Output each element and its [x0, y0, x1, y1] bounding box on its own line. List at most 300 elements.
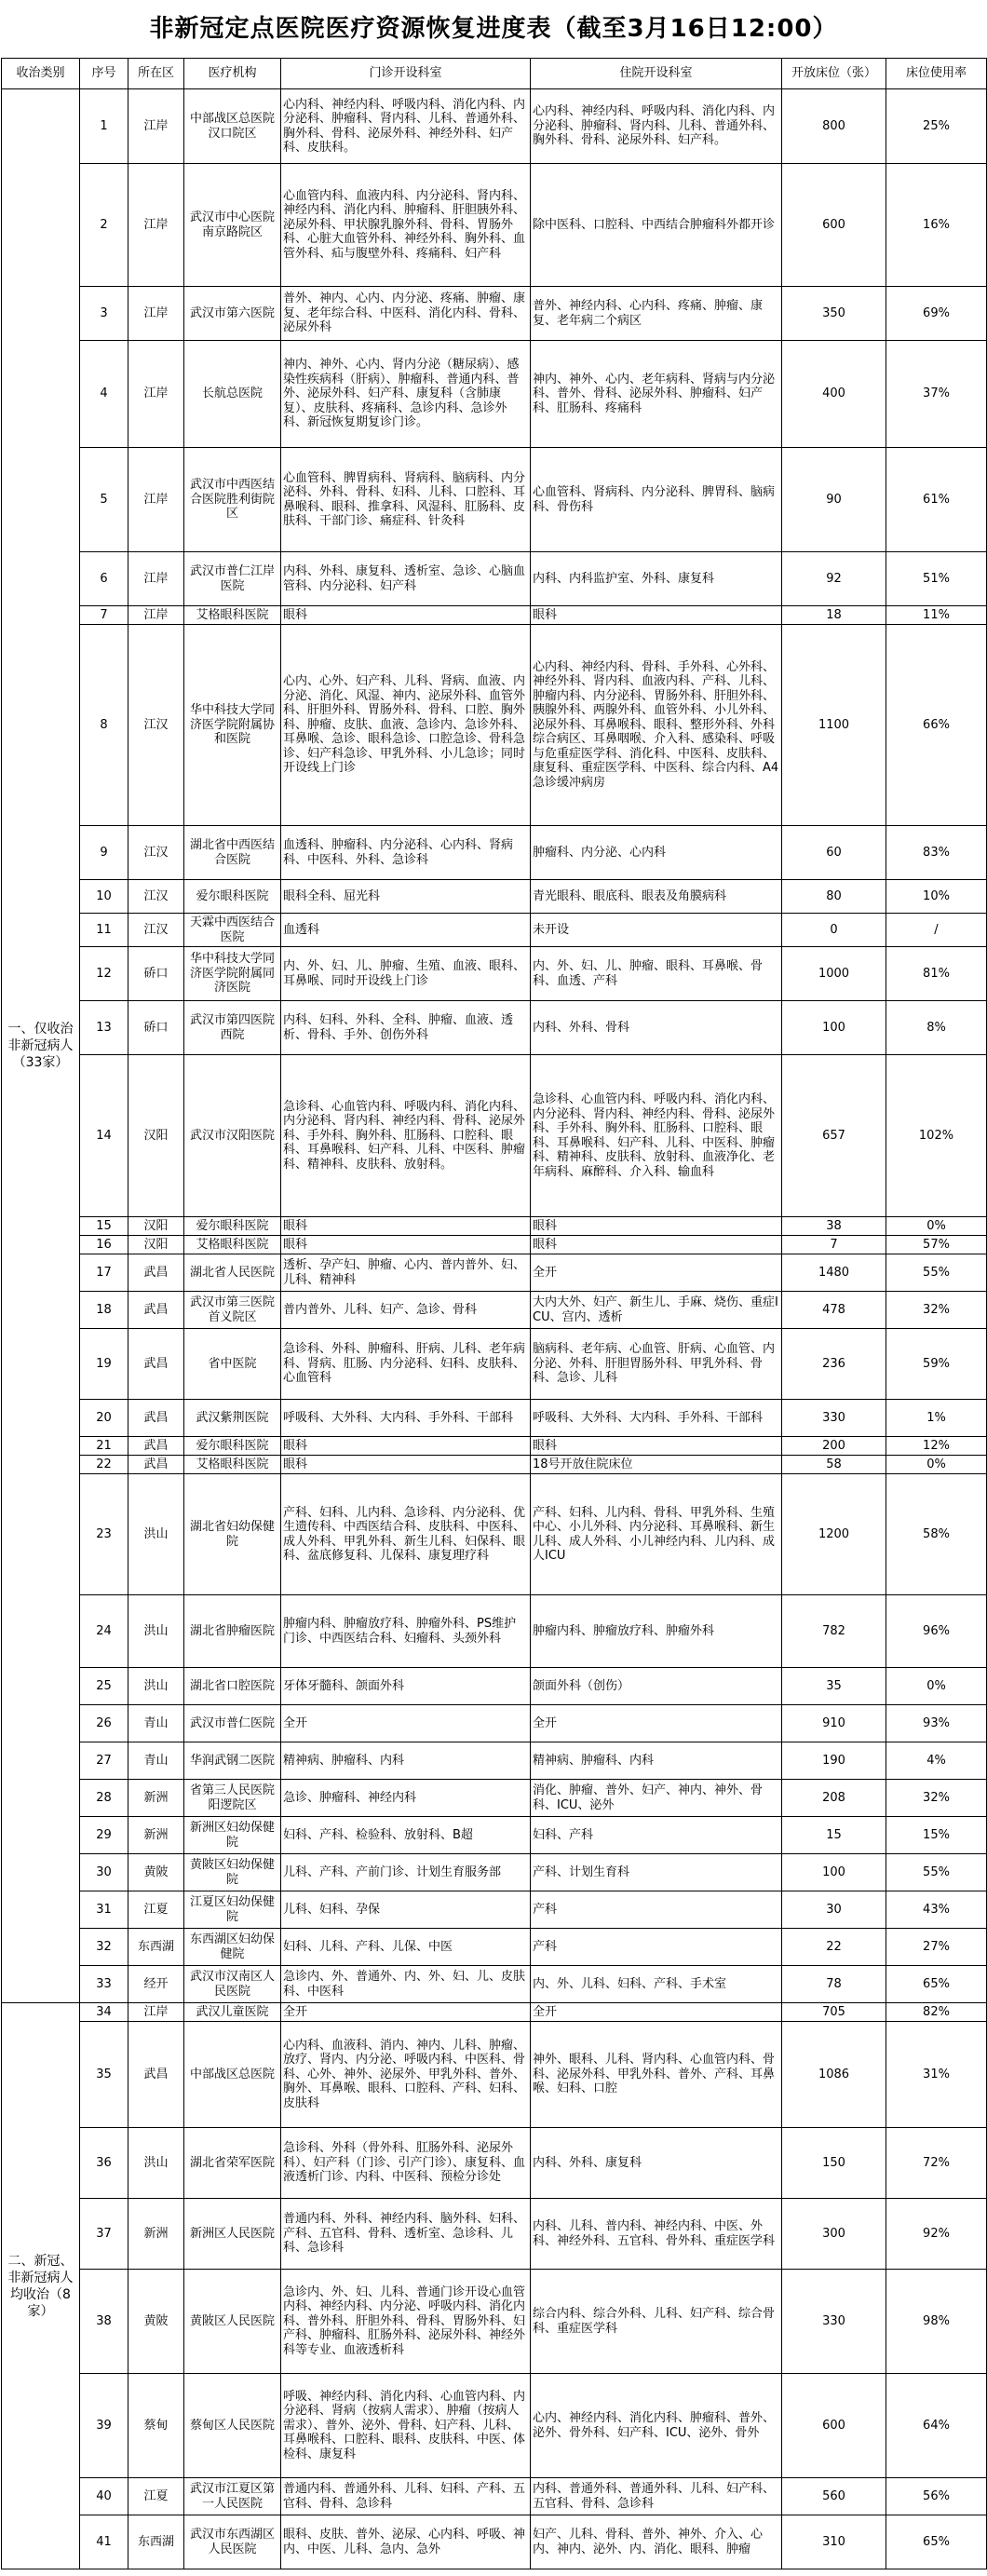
row-number-cell: 41 [80, 2515, 128, 2569]
outpatient-cell: 急诊科、心血管内科、呼吸内科、消化内科、内分泌科、肾内科、神经内科、骨科、泌尿外科、手外科、胸外科、肛肠科、口腔科、眼科、耳鼻喉科、妇产科、儿科、中医科、肿瘤科、精神科、皮肤科、放射科。 [281, 1055, 531, 1217]
usage-cell: 66% [886, 625, 987, 826]
district-cell: 江汉 [128, 625, 184, 826]
row-number-cell: 17 [80, 1254, 128, 1292]
category-cell: 二、新冠、非新冠病人均收治（8家） [2, 2003, 80, 2569]
hospital-cell: 湖北省人民医院 [184, 1254, 281, 1292]
district-cell: 经开 [128, 1966, 184, 2003]
outpatient-cell: 眼科 [281, 1437, 531, 1456]
table-row [2, 1001, 987, 1055]
hospital-cell: 华中科技大学同济医学院附属协和医院 [184, 625, 281, 826]
row-number-cell: 30 [80, 1854, 128, 1891]
district-cell: 江汉 [128, 914, 184, 947]
district-cell: 汉阳 [128, 1236, 184, 1254]
table-row [2, 1780, 987, 1817]
outpatient-cell: 急诊内、外、妇、儿科、普通门诊开设心血管内科、神经内科、内分泌、呼吸内科、消化内科、普外科、肝胆外科、骨科、胃肠外科、妇产科、肿瘤科、肛肠外科、泌尿外科、神经外科等专业、血液透析科 [281, 2270, 531, 2374]
district-cell: 新洲 [128, 1817, 184, 1854]
header-hospital: 医疗机构 [184, 59, 281, 89]
header-number: 序号 [80, 59, 128, 89]
hospital-cell: 艾格眼科医院 [184, 1236, 281, 1254]
district-cell: 洪山 [128, 2128, 184, 2199]
outpatient-cell: 呼吸科、大外科、大内科、手外科、干部科 [281, 1400, 531, 1437]
beds-cell: 300 [782, 2199, 886, 2270]
row-number-cell: 3 [80, 287, 128, 341]
usage-cell: 0% [886, 1217, 987, 1236]
district-cell: 硚口 [128, 947, 184, 1001]
usage-cell: 4% [886, 1742, 987, 1780]
table-row [2, 2270, 987, 2374]
usage-cell: 64% [886, 2374, 987, 2478]
usage-cell: 0% [886, 1668, 987, 1705]
hospital-cell: 湖北省荣军医院 [184, 2128, 281, 2199]
district-cell: 黄陂 [128, 1854, 184, 1891]
outpatient-cell: 急诊科、外科、肿瘤科、肝病、儿科、老年病科、肾病、肛肠、内分泌科、妇科、皮肤科、心血管科 [281, 1329, 531, 1400]
beds-cell: 200 [782, 1437, 886, 1456]
hospital-cell: 武汉市中西医结合医院胜利街院区 [184, 448, 281, 552]
inpatient-cell: 产科、计划生育科 [531, 1854, 782, 1891]
usage-cell: / [886, 914, 987, 947]
outpatient-cell: 内、外、妇、儿、肿瘤、生殖、血液、眼科、耳鼻喉、同时开设线上门诊 [281, 947, 531, 1001]
usage-cell: 56% [886, 2478, 987, 2515]
row-number-cell: 36 [80, 2128, 128, 2199]
inpatient-cell: 内科、外科、康复科 [531, 2128, 782, 2199]
row-number-cell: 26 [80, 1705, 128, 1742]
table-row [2, 2022, 987, 2128]
beds-cell: 350 [782, 287, 886, 341]
usage-cell: 82% [886, 2003, 987, 2022]
usage-cell: 58% [886, 1474, 987, 1595]
inpatient-cell: 内、外、儿科、妇科、产科、手术室 [531, 1966, 782, 2003]
inpatient-cell: 产科 [531, 1891, 782, 1929]
outpatient-cell: 急诊科、外科（骨外科、肛肠外科、泌尿外科）、妇产科（门诊、引产门诊）、康复科、血液透析门诊、内科、中医科、预检分诊处 [281, 2128, 531, 2199]
usage-cell: 27% [886, 1929, 987, 1966]
district-cell: 江夏 [128, 1891, 184, 1929]
outpatient-cell: 精神病、肿瘤科、内科 [281, 1742, 531, 1780]
district-cell: 东西湖 [128, 1929, 184, 1966]
header-usage: 床位使用率 [886, 59, 987, 89]
beds-cell: 1000 [782, 947, 886, 1001]
usage-cell: 83% [886, 826, 987, 880]
row-number-cell: 9 [80, 826, 128, 880]
beds-cell: 236 [782, 1329, 886, 1400]
beds-cell: 600 [782, 2374, 886, 2478]
inpatient-cell: 颌面外科（创伤） [531, 1668, 782, 1705]
row-number-cell: 8 [80, 625, 128, 826]
inpatient-cell: 妇科、产科 [531, 1817, 782, 1854]
usage-cell: 55% [886, 1854, 987, 1891]
outpatient-cell: 普通内科、普通外科、儿科、妇科、产科、五官科、骨科、急诊科 [281, 2478, 531, 2515]
table-row [2, 1929, 987, 1966]
hospital-cell: 长航总医院 [184, 341, 281, 448]
beds-cell: 400 [782, 341, 886, 448]
district-cell: 江岸 [128, 89, 184, 164]
district-cell: 武昌 [128, 1254, 184, 1292]
row-number-cell: 23 [80, 1474, 128, 1595]
inpatient-cell: 未开设 [531, 914, 782, 947]
district-cell: 江岸 [128, 287, 184, 341]
row-number-cell: 29 [80, 1817, 128, 1854]
district-cell: 汉阳 [128, 1217, 184, 1236]
outpatient-cell: 产科、妇科、儿内科、急诊科、内分泌科、优生遗传科、中西医结合科、皮肤科、中医科、成人外科、甲乳外科、新生儿科、妇保科、眼科、盆底修复科、儿保科、康复理疗科 [281, 1474, 531, 1595]
hospital-cell: 武汉市普仁医院 [184, 1705, 281, 1742]
hospital-cell: 蔡甸区人民医院 [184, 2374, 281, 2478]
outpatient-cell: 血透科、肿瘤科、内分泌科、心内科、肾病科、中医科、外科、急诊科 [281, 826, 531, 880]
row-number-cell: 35 [80, 2022, 128, 2128]
usage-cell: 32% [886, 1292, 987, 1329]
row-number-cell: 21 [80, 1437, 128, 1456]
table-row [2, 1891, 987, 1929]
outpatient-cell: 急诊内、外、普通外、内、外、妇、儿、皮肤科、中医科 [281, 1966, 531, 2003]
inpatient-cell: 肿瘤科、内分泌、心内科 [531, 826, 782, 880]
district-cell: 东西湖 [128, 2515, 184, 2569]
beds-cell: 782 [782, 1595, 886, 1668]
row-number-cell: 2 [80, 164, 128, 287]
hospital-cell: 武汉市普仁江岸医院 [184, 552, 281, 606]
inpatient-cell: 全开 [531, 1705, 782, 1742]
beds-cell: 18 [782, 606, 886, 625]
beds-cell: 600 [782, 164, 886, 287]
inpatient-cell: 综合内科、综合外科、儿科、妇产科、综合骨科、重症医学科 [531, 2270, 782, 2374]
table-row [2, 1668, 987, 1705]
hospital-cell: 艾格眼科医院 [184, 606, 281, 625]
outpatient-cell: 普外、神内、心内、内分泌、疼痛、肿瘤、康复、老年综合科、中医科、消化内科、骨科、泌尿外科 [281, 287, 531, 341]
district-cell: 新洲 [128, 1780, 184, 1817]
usage-cell: 81% [886, 947, 987, 1001]
row-number-cell: 1 [80, 89, 128, 164]
table-row [2, 1705, 987, 1742]
outpatient-cell: 眼科 [281, 1456, 531, 1474]
inpatient-cell: 心内科、神经内科、骨科、手外科、心外科、神经外科、肾内科、血液内科、产科、儿科、肿瘤内科、内分泌科、胃肠外科、肝胆外科、胰腺外科、两腺外科、血管外科、小儿外科、泌尿外科、耳鼻喉科、眼科、整形外科、外科综合病区、耳鼻咽喉、介入科、感染科、呼吸与危重症医学科、消化科、中医科、皮肤科、康复科、重症医学科、中医科、综合内科、A4急诊缓冲病房 [531, 625, 782, 826]
beds-cell: 910 [782, 1705, 886, 1742]
row-number-cell: 13 [80, 1001, 128, 1055]
table-row [2, 1236, 987, 1254]
outpatient-cell: 普内普外、儿科、妇产、急诊、骨科 [281, 1292, 531, 1329]
table-row [2, 1474, 987, 1595]
district-cell: 武昌 [128, 1437, 184, 1456]
hospital-cell: 湖北省中西医结合医院 [184, 826, 281, 880]
row-number-cell: 12 [80, 947, 128, 1001]
outpatient-cell: 儿科、妇科、孕保 [281, 1891, 531, 1929]
table-row [2, 1400, 987, 1437]
table-row [2, 287, 987, 341]
district-cell: 江岸 [128, 164, 184, 287]
inpatient-cell: 消化、肿瘤、普外、妇产、神内、神外、骨科、ICU、泌外 [531, 1780, 782, 1817]
hospital-cell: 湖北省妇幼保健院 [184, 1474, 281, 1595]
hospital-cell: 爱尔眼科医院 [184, 1217, 281, 1236]
inpatient-cell: 脑病科、老年病、心血管、肝病、心血管、内分泌、外科、肝胆胃肠外科、甲乳外科、骨科、急诊、儿科 [531, 1329, 782, 1400]
district-cell: 洪山 [128, 1595, 184, 1668]
beds-cell: 1200 [782, 1474, 886, 1595]
row-number-cell: 15 [80, 1217, 128, 1236]
inpatient-cell: 普外、神经内科、心内科、疼痛、肿瘤、康复、老年病二个病区 [531, 287, 782, 341]
table-row [2, 914, 987, 947]
district-cell: 武昌 [128, 1292, 184, 1329]
outpatient-cell: 呼吸、神经内科、消化内科、心血管内科、内分泌科、肾病（按病人需求）、肿瘤（按病人需求）、普外、泌外、骨科、妇产科、儿科、耳鼻喉科、口腔科、眼科、皮肤科、中医、体检科、康复科 [281, 2374, 531, 2478]
hospital-cell: 武汉市江夏区第一人民医院 [184, 2478, 281, 2515]
table-row [2, 826, 987, 880]
hospital-cell: 天霖中西医结合医院 [184, 914, 281, 947]
outpatient-cell: 牙体牙髓科、颌面外科 [281, 1668, 531, 1705]
table-row [2, 2128, 987, 2199]
beds-cell: 60 [782, 826, 886, 880]
hospital-cell: 新洲区人民医院 [184, 2199, 281, 2270]
district-cell: 江岸 [128, 2003, 184, 2022]
outpatient-cell: 心内科、血液科、消内、神内、儿科、肿瘤、放疗、肾内、内分泌、呼吸内科、中医科、骨科、心外、神外、泌尿外、甲乳外科、普外、胸外、耳鼻喉、眼科、口腔科、产科、妇科、皮肤科 [281, 2022, 531, 2128]
table-row [2, 448, 987, 552]
hospital-cell: 武汉市汉阳医院 [184, 1055, 281, 1217]
district-cell: 汉阳 [128, 1055, 184, 1217]
hospital-cell: 武汉市第六医院 [184, 287, 281, 341]
table-row [2, 1817, 987, 1854]
usage-cell: 65% [886, 2515, 987, 2569]
district-cell: 新洲 [128, 2199, 184, 2270]
table-row [2, 1254, 987, 1292]
beds-cell: 92 [782, 552, 886, 606]
inpatient-cell: 全开 [531, 1254, 782, 1292]
district-cell: 江岸 [128, 341, 184, 448]
beds-cell: 7 [782, 1236, 886, 1254]
row-number-cell: 24 [80, 1595, 128, 1668]
table-row [2, 89, 987, 164]
district-cell: 江岸 [128, 552, 184, 606]
beds-cell: 100 [782, 1854, 886, 1891]
outpatient-cell: 儿科、产科、产前门诊、计划生育服务部 [281, 1854, 531, 1891]
table-row [2, 1292, 987, 1329]
inpatient-cell: 肿瘤内科、肿瘤放疗科、肿瘤外科 [531, 1595, 782, 1668]
beds-cell: 0 [782, 914, 886, 947]
outpatient-cell: 急诊、肿瘤科、神经内科 [281, 1780, 531, 1817]
table-row [2, 2374, 987, 2478]
district-cell: 武昌 [128, 2022, 184, 2128]
table-row [2, 1217, 987, 1236]
row-number-cell: 5 [80, 448, 128, 552]
outpatient-cell: 肿瘤内科、肿瘤放疗科、肿瘤外科、PS维护门诊、中西医结合科、妇瘤科、头颈外科 [281, 1595, 531, 1668]
row-number-cell: 33 [80, 1966, 128, 2003]
district-cell: 青山 [128, 1742, 184, 1780]
usage-cell: 98% [886, 2270, 987, 2374]
table-row [2, 1055, 987, 1217]
district-cell: 洪山 [128, 1474, 184, 1595]
hospital-cell: 湖北省肿瘤医院 [184, 1595, 281, 1668]
hospital-cell: 华润武钢二医院 [184, 1742, 281, 1780]
header-category: 收治类别 [2, 59, 80, 89]
inpatient-cell: 心血管科、肾病科、内分泌科、脾胃科、脑病科、骨伤科 [531, 448, 782, 552]
usage-cell: 8% [886, 1001, 987, 1055]
outpatient-cell: 全开 [281, 1705, 531, 1742]
hospital-cell: 武汉市中心医院南京路院区 [184, 164, 281, 287]
row-number-cell: 16 [80, 1236, 128, 1254]
row-number-cell: 38 [80, 2270, 128, 2374]
usage-cell: 1% [886, 1400, 987, 1437]
row-number-cell: 27 [80, 1742, 128, 1780]
beds-cell: 190 [782, 1742, 886, 1780]
beds-cell: 330 [782, 2270, 886, 2374]
page-title: 非新冠定点医院医疗资源恢复进度表（截至3月16日12:00） [149, 15, 838, 43]
table-row [2, 1595, 987, 1668]
outpatient-cell: 血透科 [281, 914, 531, 947]
outpatient-cell: 心内、心外、妇产科、儿科、肾病、血液、内分泌、消化、风湿、神内、泌尿外科、血管外科、肝胆外科、胃肠外科、骨科、口腔、胸外科、肿瘤、皮肤、血液、急诊内、急诊外科、耳鼻喉、急诊、眼科急诊、口腔急诊、骨科急诊、妇产科急诊、甲乳外科、小儿急诊；同时开设线上门诊 [281, 625, 531, 826]
outpatient-cell: 内科、外科、康复科、透析室、急诊、心脑血管科、内分泌科、妇产科 [281, 552, 531, 606]
table-row [2, 2199, 987, 2270]
inpatient-cell: 内科、外科、骨科 [531, 1001, 782, 1055]
beds-cell: 800 [782, 89, 886, 164]
table-row [2, 947, 987, 1001]
hospital-cell: 艾格眼科医院 [184, 1456, 281, 1474]
row-number-cell: 4 [80, 341, 128, 448]
inpatient-cell: 除中医科、口腔科、中西结合肿瘤科外都开诊 [531, 164, 782, 287]
table-row [2, 552, 987, 606]
hospital-cell: 武汉市第三医院首义院区 [184, 1292, 281, 1329]
table-row [2, 1966, 987, 2003]
inpatient-cell: 妇产、儿科、骨科、普外、神外、介入、心内、神内、泌外、内、消化、眼科、肿瘤 [531, 2515, 782, 2569]
outpatient-cell: 心内科、神经内科、呼吸内科、消化内科、内分泌科、肿瘤科、肾内科、儿科、普通外科、胸外科、骨科、泌尿外科、神经外科、妇产科、皮肤科。 [281, 89, 531, 164]
beds-cell: 22 [782, 1929, 886, 1966]
hospital-cell: 武汉市汉南区人民医院 [184, 1966, 281, 2003]
outpatient-cell: 眼科 [281, 1217, 531, 1236]
usage-cell: 93% [886, 1705, 987, 1742]
usage-cell: 51% [886, 552, 987, 606]
outpatient-cell: 透析、孕产妇、肿瘤、心内、普内普外、妇、儿科、精神科 [281, 1254, 531, 1292]
usage-cell: 11% [886, 606, 987, 625]
table-row [2, 2478, 987, 2515]
inpatient-cell: 神外、眼科、儿科、肾内科、心血管内科、骨科、泌尿外科、甲乳外科、普外、产科、耳鼻喉、妇科、口腔 [531, 2022, 782, 2128]
inpatient-cell: 内科、普通外科、普通外科、儿科、妇产科、五官科、骨科、急诊科 [531, 2478, 782, 2515]
usage-cell: 15% [886, 1817, 987, 1854]
inpatient-cell: 心内、神经内科、消化内科、肿瘤科、普外、泌外、骨外科、妇产科、ICU、泌外、骨外 [531, 2374, 782, 2478]
district-cell: 江汉 [128, 826, 184, 880]
outpatient-cell: 眼科 [281, 606, 531, 625]
usage-cell: 102% [886, 1055, 987, 1217]
inpatient-cell: 呼吸科、大外科、大内科、手外科、干部科 [531, 1400, 782, 1437]
table-row [2, 2003, 987, 2022]
table-row [2, 1329, 987, 1400]
hospital-cell: 武汉紫荆医院 [184, 1400, 281, 1437]
hospital-cell: 武汉儿童医院 [184, 2003, 281, 2022]
table-row [2, 1437, 987, 1456]
usage-cell: 65% [886, 1966, 987, 2003]
beds-cell: 78 [782, 1966, 886, 2003]
row-number-cell: 37 [80, 2199, 128, 2270]
beds-cell: 560 [782, 2478, 886, 2515]
outpatient-cell: 神内、神外、心内、肾内分泌（糖尿病）、感染性疾病科（肝病）、肿瘤科、普通内科、普外、泌尿外科、妇产科、康复科（含肺康复）、皮肤科、疼痛科、急诊内科、急诊外科、新冠恢复期复诊门诊。 [281, 341, 531, 448]
hospital-cell: 江夏区妇幼保健院 [184, 1891, 281, 1929]
district-cell: 江夏 [128, 2478, 184, 2515]
usage-cell: 61% [886, 448, 987, 552]
table-row [2, 164, 987, 287]
inpatient-cell: 内科、儿科、普内科、神经内科、中医、外科、神经外科、五官科、骨外科、重症医学科 [531, 2199, 782, 2270]
inpatient-cell: 产科、妇科、儿内科、骨科、甲乳外科、生殖中心、小儿外科、内分泌科、耳鼻喉科、新生儿科、成人外科、小儿神经内科、儿内科、成人ICU [531, 1474, 782, 1595]
row-number-cell: 25 [80, 1668, 128, 1705]
inpatient-cell: 18号开放住院床位 [531, 1456, 782, 1474]
inpatient-cell: 精神病、肿瘤科、内科 [531, 1742, 782, 1780]
table-row [2, 1742, 987, 1780]
table-row [2, 606, 987, 625]
hospital-cell: 东西湖区妇幼保健院 [184, 1929, 281, 1966]
beds-cell: 15 [782, 1817, 886, 1854]
outpatient-cell: 内科、妇科、外科、全科、肿瘤、血液、透析、骨科、手外、创伤外科 [281, 1001, 531, 1055]
inpatient-cell: 产科 [531, 1929, 782, 1966]
beds-cell: 208 [782, 1780, 886, 1817]
outpatient-cell: 眼科全科、屈光科 [281, 880, 531, 914]
table-row [2, 341, 987, 448]
header-beds: 开放床位（张） [782, 59, 886, 89]
usage-cell: 59% [886, 1329, 987, 1400]
header-outpatient: 门诊开设科室 [281, 59, 531, 89]
beds-cell: 38 [782, 1217, 886, 1236]
row-number-cell: 20 [80, 1400, 128, 1437]
table-row [2, 1456, 987, 1474]
hospital-cell: 华中科技大学同济医学院附属同济医院 [184, 947, 281, 1001]
usage-cell: 72% [886, 2128, 987, 2199]
outpatient-cell: 眼科 [281, 1236, 531, 1254]
usage-cell: 0% [886, 1456, 987, 1474]
beds-cell: 58 [782, 1456, 886, 1474]
beds-cell: 330 [782, 1400, 886, 1437]
inpatient-cell: 眼科 [531, 1217, 782, 1236]
outpatient-cell: 妇科、儿科、产科、儿保、中医 [281, 1929, 531, 1966]
row-number-cell: 40 [80, 2478, 128, 2515]
district-cell: 江汉 [128, 880, 184, 914]
row-number-cell: 28 [80, 1780, 128, 1817]
inpatient-cell: 青光眼科、眼底科、眼表及角膜病科 [531, 880, 782, 914]
row-number-cell: 11 [80, 914, 128, 947]
table-row [2, 1854, 987, 1891]
inpatient-cell: 心内科、神经内科、呼吸内科、消化内科、内分泌科、肿瘤科、肾内科、儿科、普通外科、胸外科、骨科、泌尿外科、妇产科。 [531, 89, 782, 164]
row-number-cell: 34 [80, 2003, 128, 2022]
usage-cell: 96% [886, 1595, 987, 1668]
row-number-cell: 14 [80, 1055, 128, 1217]
header-district: 所在区 [128, 59, 184, 89]
district-cell: 青山 [128, 1705, 184, 1742]
usage-cell: 10% [886, 880, 987, 914]
usage-cell: 32% [886, 1780, 987, 1817]
outpatient-cell: 妇科、产科、检验科、放射科、B超 [281, 1817, 531, 1854]
inpatient-cell: 内科、内科监护室、外科、康复科 [531, 552, 782, 606]
hospital-cell: 爱尔眼科医院 [184, 880, 281, 914]
usage-cell: 92% [886, 2199, 987, 2270]
hospital-table [1, 58, 987, 2569]
usage-cell: 69% [886, 287, 987, 341]
hospital-cell: 爱尔眼科医院 [184, 1437, 281, 1456]
district-cell: 武昌 [128, 1329, 184, 1400]
beds-cell: 150 [782, 2128, 886, 2199]
inpatient-cell: 全开 [531, 2003, 782, 2022]
header-row [2, 59, 987, 89]
table-body [2, 89, 987, 2569]
usage-cell: 43% [886, 1891, 987, 1929]
hospital-cell: 省中医院 [184, 1329, 281, 1400]
hospital-cell: 省第三人民医院阳逻院区 [184, 1780, 281, 1817]
district-cell: 洪山 [128, 1668, 184, 1705]
row-number-cell: 7 [80, 606, 128, 625]
beds-cell: 1086 [782, 2022, 886, 2128]
hospital-cell: 武汉市东西湖区人民医院 [184, 2515, 281, 2569]
beds-cell: 90 [782, 448, 886, 552]
inpatient-cell: 眼科 [531, 1236, 782, 1254]
hospital-cell: 中部战区总医院 [184, 2022, 281, 2128]
hospital-cell: 黄陂区人民医院 [184, 2270, 281, 2374]
row-number-cell: 18 [80, 1292, 128, 1329]
inpatient-cell: 大内大外、妇产、新生儿、手麻、烧伤、重症ICU、宫内、透析 [531, 1292, 782, 1329]
usage-cell: 37% [886, 341, 987, 448]
beds-cell: 35 [782, 1668, 886, 1705]
beds-cell: 80 [782, 880, 886, 914]
table-row [2, 625, 987, 826]
table-row [2, 2515, 987, 2569]
outpatient-cell: 心血管内科、血液内科、内分泌科、肾内科、神经内科、消化内科、肿瘤科、肝胆胰外科、泌尿外科、甲状腺乳腺外科、骨科、胃肠外科、心脏大血管外科、神经外科、胸外科、血管外科、疝与腹壁外科、疼痛科、妇产科 [281, 164, 531, 287]
hospital-cell: 湖北省口腔医院 [184, 1668, 281, 1705]
district-cell: 江岸 [128, 448, 184, 552]
row-number-cell: 6 [80, 552, 128, 606]
